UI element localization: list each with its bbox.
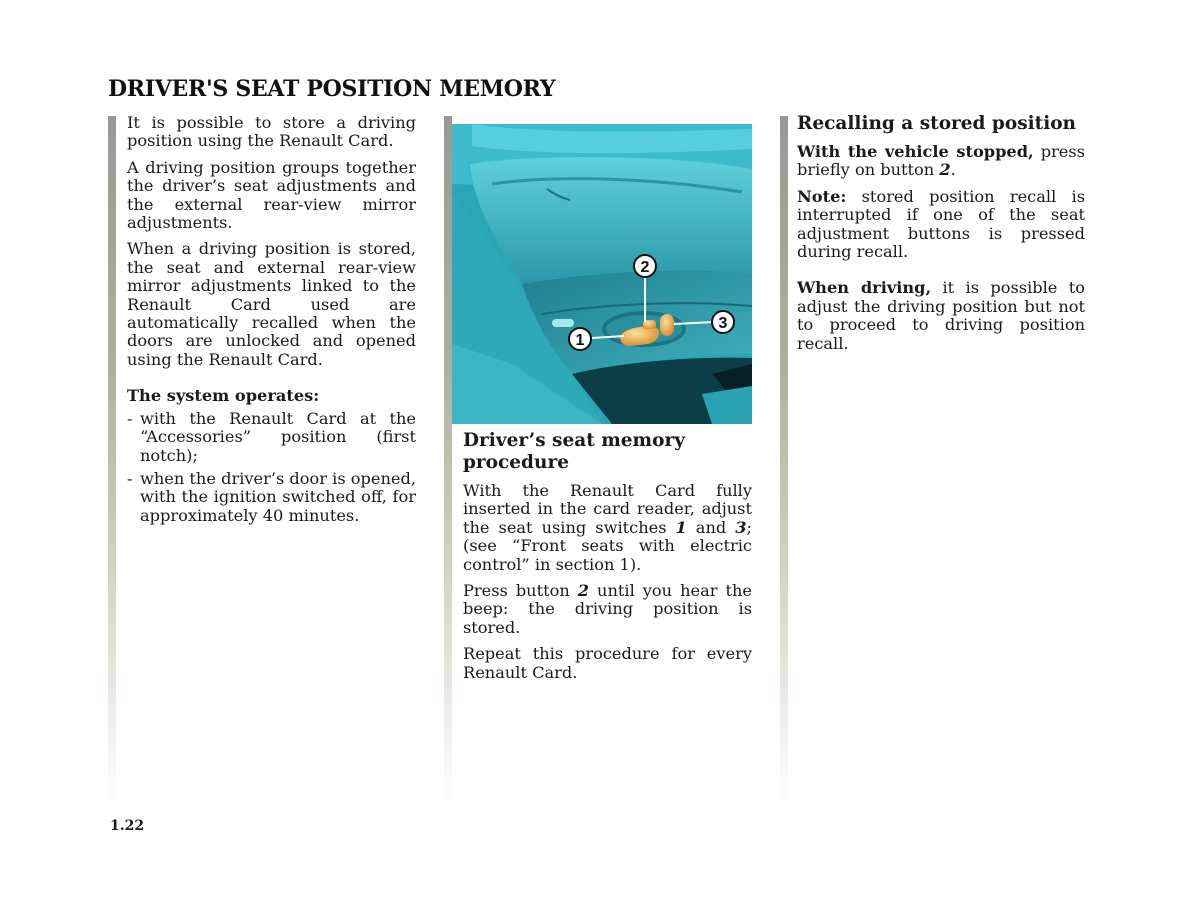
right-column bbox=[797, 113, 1085, 361]
middle-column bbox=[463, 430, 752, 690]
switch-3-ref: 3 bbox=[735, 517, 747, 537]
margin-bar-middle bbox=[444, 116, 452, 806]
note-label: Note: bbox=[797, 186, 847, 206]
page-title: DRIVER'S SEAT POSITION MEMORY bbox=[108, 76, 556, 102]
procedure-paragraph-3: Repeat this procedure for every Renault Card. bbox=[463, 644, 752, 682]
list-item: - when the driver’s door is opened, with the ignition switched off, for approximately 40 minutes. bbox=[127, 470, 416, 525]
system-operates-heading: The system operates: bbox=[127, 386, 320, 406]
seat-controls-photo bbox=[452, 124, 752, 424]
margin-bar-right bbox=[780, 116, 788, 806]
note-paragraph bbox=[797, 188, 1085, 262]
system-operates-heading-wrap bbox=[127, 387, 416, 405]
driving-label: When driving, bbox=[797, 278, 932, 298]
note-text: stored position recall is interrupted if one of the seat adjustment buttons is pressed during recall. bbox=[797, 186, 1085, 262]
button-2-ref: 2 bbox=[939, 160, 951, 180]
procedure-paragraph-2 bbox=[463, 582, 752, 637]
page-number: 1.22 bbox=[110, 818, 145, 834]
text-fragment: ; (see “Front seats with electric control” in section 1). bbox=[463, 517, 752, 574]
procedure-paragraph-1 bbox=[463, 482, 752, 574]
driving-text: it is possible to adjust the driving position but not to proceed to driving position recall. bbox=[797, 278, 1085, 353]
seat-illustration bbox=[452, 124, 752, 424]
text-fragment: and bbox=[686, 517, 736, 537]
text-fragment: Press button bbox=[463, 581, 578, 601]
callout-1-marker bbox=[569, 328, 591, 350]
vehicle-stopped-label: With the vehicle stopped, bbox=[797, 142, 1034, 161]
driving-position-paragraph: A driving position groups together the driver’s seat adjustments and the external rear-view mirror adjustments. bbox=[127, 157, 416, 233]
recall-heading: Recalling a stored position bbox=[797, 113, 1077, 134]
text-fragment: With the Renault Card fully inserted in the card reader, adjust the seat using switches bbox=[463, 481, 752, 537]
system-conditions-list bbox=[127, 410, 416, 525]
svg-text:1: 1 bbox=[575, 332, 585, 349]
callout-3-marker bbox=[712, 311, 734, 333]
switch-1-ref: 1 bbox=[675, 517, 687, 537]
stored-position-paragraph: When a driving position is stored, the seat and external rear-view mirror adjustments linked to the Renault Card used are automatically recalled when the doors are unlocked and opened using the Renault Card. bbox=[127, 239, 416, 369]
list-item: - with the Renault Card at the “Accessories” position (first notch); bbox=[127, 410, 416, 465]
text-fragment: press briefly on button bbox=[797, 142, 1085, 180]
callout-2-marker bbox=[634, 255, 656, 277]
text-fragment: . bbox=[950, 160, 956, 180]
memory-procedure-heading: Driver’s seat memory procedure bbox=[463, 430, 685, 473]
button-2-ref: 2 bbox=[577, 581, 590, 601]
text-fragment: until you hear the beep: the driving position is stored. bbox=[463, 581, 752, 637]
driving-paragraph bbox=[797, 279, 1085, 353]
svg-text:2: 2 bbox=[640, 259, 650, 276]
intro-paragraph: It is possible to store a driving position using the Renault Card. bbox=[127, 113, 416, 151]
left-column bbox=[127, 114, 416, 530]
svg-text:3: 3 bbox=[718, 315, 728, 332]
recall-paragraph bbox=[797, 143, 1085, 180]
margin-bar-left bbox=[108, 116, 116, 806]
